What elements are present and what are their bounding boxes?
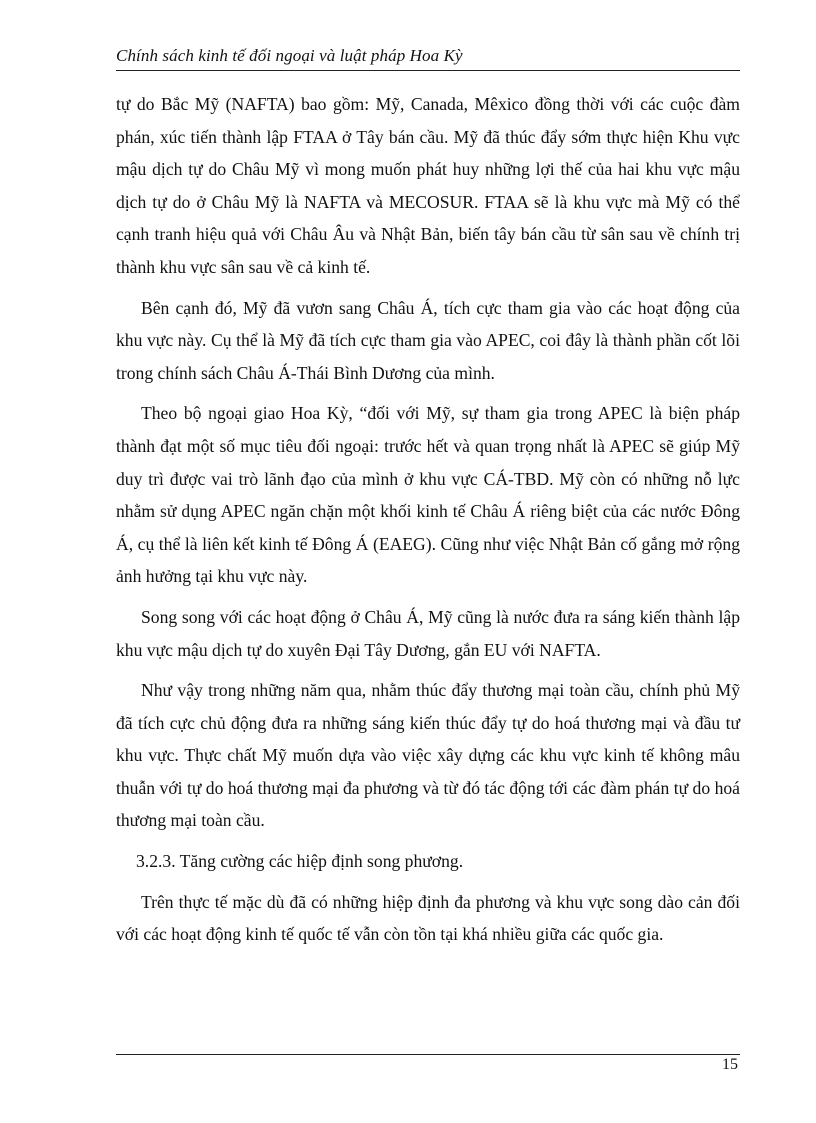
- footer-divider: [116, 1054, 740, 1055]
- document-body: [116, 88, 740, 959]
- page-header: [116, 42, 740, 71]
- paragraph-summary: Như vậy trong những năm qua, nhằm thúc đẩy thương mại toàn cầu, chính phủ Mỹ đã tích cực chủ động đưa ra những sáng kiến thúc đẩy tự do hoá thương mại và đầu tư khu vực. Thực chất Mỹ muốn dựa vào việc xây dựng các khu vực kinh tế không mâu thuẫn với tự do hoá thương mại đa phương và từ đó tác động tới các đàm phán tự do hoá thương mại toàn cầu.: [116, 680, 740, 831]
- paragraph-transatlantic: Song song với các hoạt động ở Châu Á, Mỹ cũng là nước đưa ra sáng kiến thành lập khu vực mậu dịch tự do xuyên Đại Tây Dương, gắn EU với NAFTA.: [116, 606, 740, 660]
- paragraph-asia-apec: Bên cạnh đó, Mỹ đã vươn sang Châu Á, tích cực tham gia vào các hoạt động của khu vực này. Cụ thể là Mỹ đã tích cực tham gia vào APEC, coi đây là thành phần cốt lõi trong chính sách Châu Á-Thái Bình Dương của mình.: [116, 297, 740, 383]
- section-heading: 3.2.3. Tăng cường các hiệp định song phương.: [136, 851, 464, 872]
- page-number: 15: [722, 1056, 738, 1073]
- paragraph-state-department: Theo bộ ngoại giao Hoa Kỳ, “đối với Mỹ, sự tham gia trong APEC là biện pháp thành đạt một số mục tiêu đối ngoại: trước hết và quan trọng nhất là APEC sẽ giúp Mỹ duy trì được vai trò lãnh đạo của mình ở khu vực CÁ-TBD. Mỹ còn có những nỗ lực nhằm sử dụng APEC ngăn chặn một khối kinh tế Châu Á riêng biệt của các nước Đông Á, cụ thể là liên kết kinh tế Đông Á (EAEG). Cũng như việc Nhật Bản cố gắng mở rộng ảnh hưởng tại khu vực này.: [116, 403, 740, 587]
- header-title: Chính sách kinh tế đối ngoại và luật pháp Hoa Kỳ: [116, 46, 463, 65]
- paragraph-bilateral: Trên thực tế mặc dù đã có những hiệp định đa phương và khu vực song dào cản đối với các hoạt động kinh tế quốc tế vẫn còn tồn tại khá nhiều giữa các quốc gia.: [116, 891, 740, 945]
- paragraph-nafta-ftaa: tự do Bắc Mỹ (NAFTA) bao gồm: Mỹ, Canada, Mêxico đồng thời với các cuộc đàm phán, xúc tiến thành lập FTAA ở Tây bán cầu. Mỹ đã thúc đẩy sớm thực hiện Khu vực mậu dịch tự do Châu Mỹ vì mong muốn phát huy những lợi thế của hai khu vực mậu dịch tự do ở Châu Mỹ là NAFTA và MECOSUR. FTAA sẽ là khu vực mà Mỹ có thể cạnh tranh hiệu quả với Châu Âu và Nhật Bản, biến tây bán cầu từ sân sau về chính trị thành khu vực sân sau về cả kinh tế.: [116, 94, 740, 277]
